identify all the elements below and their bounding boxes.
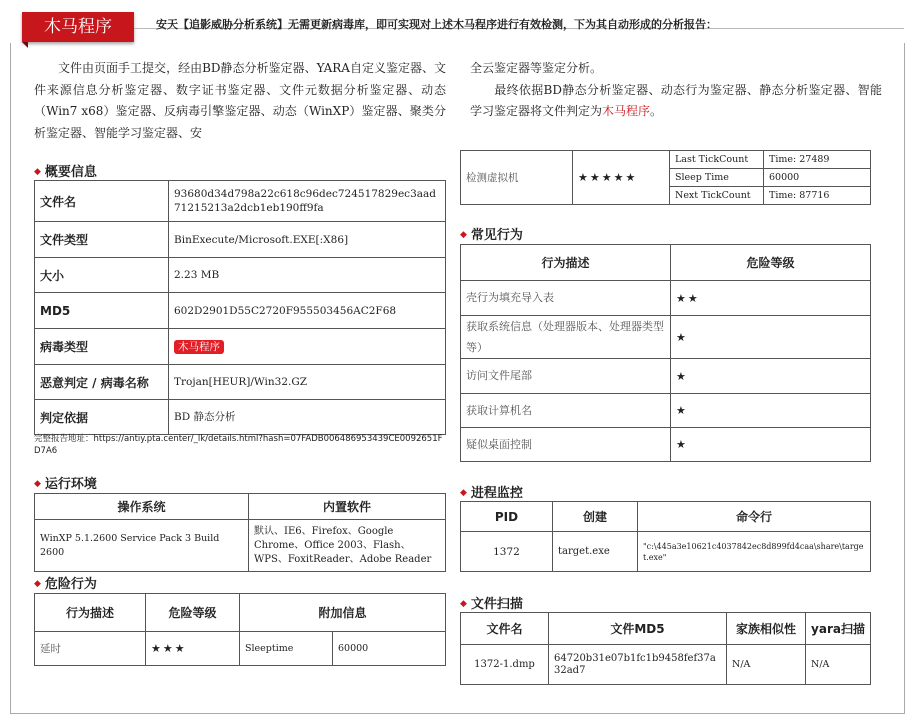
- table-row: 延时 ★★★ Sleeptime 60000: [35, 632, 446, 666]
- basis-value: BD 静态分析: [169, 400, 446, 435]
- os-value: WinXP 5.1.2600 Service Pack 3 Build 2600: [35, 520, 249, 572]
- table-row: Next TickCount Time: 87716: [461, 187, 871, 205]
- table-row: 文件类型 BinExecute/Microsoft.EXE[:X86]: [35, 222, 446, 258]
- table-row: 大小 2.23 MB: [35, 258, 446, 293]
- danger-table: [34, 593, 446, 666]
- diamond-icon: ◆: [34, 579, 41, 589]
- intro-paragraph-1: 文件由页面手工提交，经由BD静态分析鉴定器、YARA自定义鉴定器、文件来源信息分析鉴定器、数字证书鉴定器、文件元数据分析鉴定器、动态（Win7 x68）鉴定器、反病毒引擎鉴定器、动态（WinXP）鉴定器、聚类分析鉴定器、智能学习鉴定器、安: [34, 61, 446, 140]
- table-row: 病毒类型 木马程序: [35, 329, 446, 365]
- virus-type-badge: 木马程序: [174, 340, 224, 354]
- diamond-icon: ◆: [460, 488, 467, 498]
- diamond-icon: ◆: [34, 479, 41, 489]
- table-row: 1372 target.exe "c:\445a3e10621c4037842ec8d899fd4caa\share\target.exe": [461, 532, 871, 572]
- filename-value: 93680d34d798a22c618c96dec724517829ec3aad71215213a2dcb1eb190ff9fa: [169, 181, 446, 222]
- table-row: 疑似桌面控制 ★: [461, 428, 871, 462]
- intro-paragraph-1-cont: 全云鉴定器等鉴定分析。: [470, 61, 603, 75]
- intro-heading: 安天【追影威胁分析系统】无需更新病毒库，即可实现对上述木马程序进行有效检测，下为其自动形成的分析报告：: [156, 18, 717, 31]
- md5-value: 602D2901D55C2720F955503456AC2F68: [169, 293, 446, 329]
- report-url[interactable]: 完整报告地址：https://antiy.pta.center/_lk/details.html?hash=07FADB006486953439CE0092651FD7A6: [34, 434, 443, 456]
- table-row: 获取系统信息（处理器版本、处理器类型等） ★: [461, 316, 871, 359]
- diamond-icon: ◆: [460, 599, 467, 609]
- table-row: 文件名 93680d34d798a22c618c96dec724517829ec3aad71215213a2dcb1eb190ff9fa: [35, 181, 446, 222]
- verdict-highlight: 木马程序: [602, 104, 651, 118]
- process-heading: ◆ 进程监控: [460, 486, 523, 501]
- table-row: 操作系统 内置软件: [35, 494, 446, 520]
- table-row: 行为描述 危险等级 附加信息: [35, 594, 446, 632]
- overview-heading: ◆ 概要信息: [34, 165, 97, 180]
- env-table: [34, 493, 446, 572]
- table-row: Sleep Time 60000: [461, 169, 871, 187]
- common-table: [460, 244, 871, 462]
- env-heading: ◆ 运行环境: [34, 477, 97, 492]
- table-row: 判定依据 BD 静态分析: [35, 400, 446, 435]
- table-row: 壳行为填充导入表 ★★: [461, 281, 871, 316]
- diamond-icon: ◆: [460, 230, 467, 240]
- danger-heading: ◆ 危险行为: [34, 577, 97, 592]
- table-row: 1372-1.dmp 64720b31e07b1fc1b9458fef37a32ad7 N/A N/A: [461, 645, 871, 685]
- process-table: [460, 501, 871, 572]
- table-row: 行为描述 危险等级: [461, 245, 871, 281]
- intro-paragraph-2: 最终依据BD静态分析鉴定器、动态行为鉴定器、静态分析鉴定器、智能学习鉴定器将文件判定为: [470, 82, 882, 118]
- table-row: 检测虚拟机 ★★★★★ Last TickCount Time: 27489: [461, 151, 871, 169]
- filetype-value: BinExecute/Microsoft.EXE[:X86]: [169, 222, 446, 258]
- section-tag: 木马程序: [22, 12, 134, 42]
- software-value: 默认、IE6、Firefox、Google Chrome、Office 2003、Flash、WPS、FoxitReader、Adobe Reader: [249, 520, 446, 572]
- table-row: 文件名 文件MD5 家族相似性 yara扫描: [461, 613, 871, 645]
- table-row: PID 创建 命令行: [461, 502, 871, 532]
- table-row: 获取计算机名 ★: [461, 394, 871, 428]
- scan-heading: ◆ 文件扫描: [460, 597, 523, 612]
- common-heading: ◆ 常见行为: [460, 228, 523, 243]
- table-row: [35, 520, 446, 572]
- table-row: 恶意判定 / 病毒名称 Trojan[HEUR]/Win32.GZ: [35, 365, 446, 400]
- table-row: 访问文件尾部 ★: [461, 359, 871, 394]
- overview-table: [34, 180, 446, 435]
- vm-detect-table: [460, 150, 871, 205]
- intro-right-column: 全云鉴定器等鉴定分析。 最终依据BD静态分析鉴定器、动态行为鉴定器、静态分析鉴定器、智能学习鉴定器将文件判定为木马程序。: [470, 58, 882, 123]
- scan-table: [460, 612, 871, 685]
- table-row: MD5 602D2901D55C2720F955503456AC2F68: [35, 293, 446, 329]
- diamond-icon: ◆: [34, 167, 41, 177]
- size-value: 2.23 MB: [169, 258, 446, 293]
- intro-left-column: [34, 58, 446, 144]
- verdict-value: Trojan[HEUR]/Win32.GZ: [169, 365, 446, 400]
